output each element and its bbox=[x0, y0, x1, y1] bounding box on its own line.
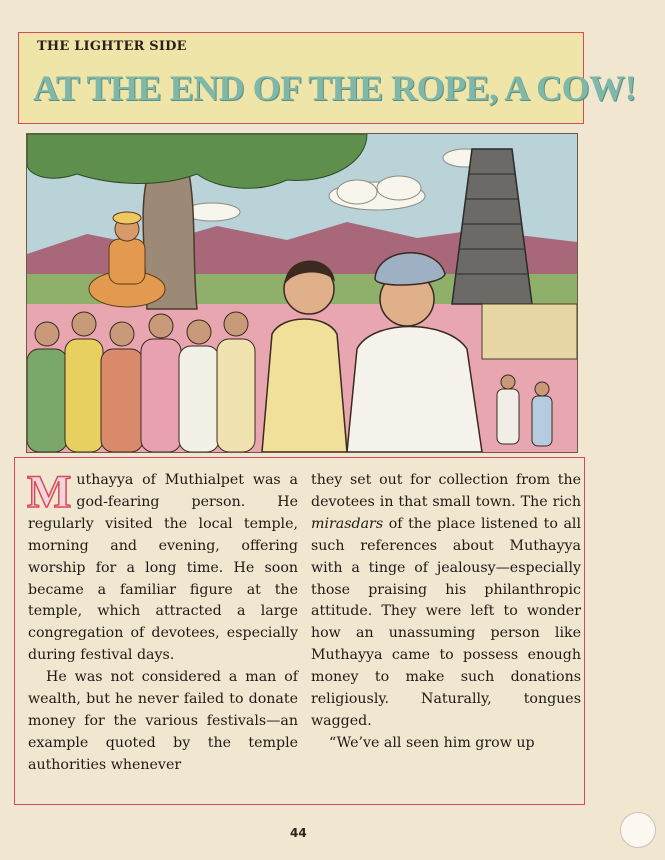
temple-scene-illustration bbox=[26, 133, 578, 453]
story-paragraph bbox=[311, 470, 581, 733]
sage-body bbox=[109, 239, 145, 284]
story-column-left bbox=[27, 466, 298, 777]
story-paragraph bbox=[27, 466, 298, 667]
sage-turban bbox=[113, 212, 141, 224]
story-paragraph: He was not considered a man of wealth, but he never failed to donate money for the various festivals—an example quoted by the temple authorities whenever bbox=[28, 669, 298, 773]
paragraph-text: uthayya of Muthialpet was a god-fearing person. He regularly visited the local temple, morning and evening, offering worship for a long time. He soon became a familiar figure at the temple, which attracted a large congregation of devotees, especially during festival days. bbox=[28, 472, 298, 664]
story-headline: AT THE END OF THE ROPE, A COW! bbox=[33, 68, 637, 108]
italic-term: mirasdars bbox=[311, 515, 384, 532]
page-number: 44 bbox=[290, 826, 307, 840]
man-right-body bbox=[347, 327, 482, 453]
drop-cap: M bbox=[27, 466, 72, 518]
story-column-right bbox=[311, 470, 581, 755]
library-stamp-icon bbox=[620, 812, 656, 848]
man-left-body bbox=[262, 319, 347, 452]
illustration-art bbox=[27, 134, 577, 452]
story-text-box bbox=[14, 457, 585, 805]
story-header bbox=[18, 32, 637, 124]
paragraph-text: of the place listened to all such references about Muthayya with a tinge of jealousy—especially those praising his philanthropic attitude. They were left to wonder how an unassuming person like Muthayya came to possess enough money to make such donations religiously. Naturally, tongues wagged. bbox=[311, 515, 581, 729]
temple-gate bbox=[482, 304, 577, 359]
section-label: THE LIGHTER SIDE bbox=[37, 39, 187, 54]
story-paragraph: “We’ve all seen him grow up bbox=[329, 734, 535, 751]
paragraph-text: they set out for collection from the devotees in that small town. The rich bbox=[311, 472, 581, 510]
